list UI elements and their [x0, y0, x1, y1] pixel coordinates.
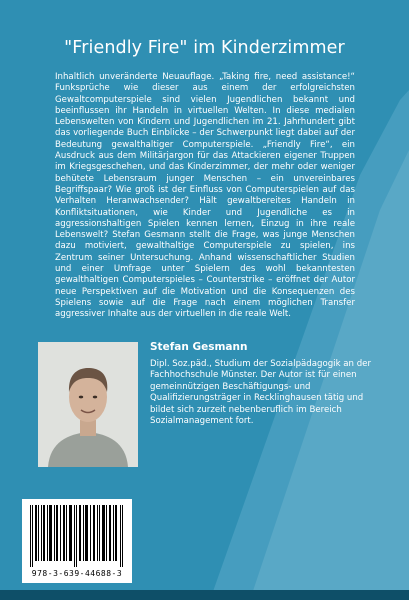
barcode-bars — [28, 505, 126, 567]
bottom-band — [0, 590, 409, 600]
barcode — [22, 499, 132, 583]
book-title: "Friendly Fire" im Kinderzimmer — [64, 38, 345, 58]
author-photo — [38, 342, 138, 467]
author-name: Stefan Gesmann — [150, 341, 248, 353]
author-bio: Dipl. Soz.päd., Studium der Sozialpädagogik an der Fachhochschule Münster. Der Autor ist für einen gemeinnützigen Beschäftigungs- und Qualifizierungsträger in Recklinghausen tätig und bildet sich zurzeit nebenberuflich im Bereich Sozialmanagement fort. — [150, 359, 371, 427]
book-description: Inhaltlich unveränderte Neuauflage. „Taking fire, need assistance!“ Funksprüche wie dieser aus einem der erfolgreichsten Gewaltcomputerspiele sind vielen Jugendlichen bekannt und beeinflussen ihr Handeln in virtuellen Welten. In diese medialen Lebenswelten von Kindern und Jugendlichen im 21. Jahrhundert gibt das vorliegende Buch Einblicke – der Schwerpunkt liegt dabei auf der Bedeutung gewalthaltiger Computerspiele. „Friendly Fire“, ein Ausdruck aus dem Militärjargon für das Attackieren eigener Truppen im Kriegsgeschehen, und das Kinderzimmer, der mehr oder weniger behütete Lebensraum junger Menschen – ein unvereinbares Begriffspaar? Wie groß ist der Einfluss von Computerspielen auf das Verhalten Heranwachsender? Hält gewaltbereites Handeln in Konfliktsituationen, wie Kinder und Jugendliche es in aggressionshaltigen Spielen kennen lernen, Einzug in ihre reale Lebenswelt? Stefan Gesmann stellt die Frage, was junge Menschen dazu motiviert, gewalthaltige Computerspiele zu spielen, ins Zentrum seiner Untersuchung. Anhand wissenschaftlicher Studien und einer Umfrage unter Spielern des wohl bekanntesten gewalthaltigen Computerspieles – Counterstrike – eröffnet der Autor neue Perspektiven auf die Motivation und die Konsequenzen des Spielens sowie auf die Frage nach einem möglichen Transfer aggressiver Inhalte aus der virtuellen in die reale Welt. — [55, 72, 355, 320]
isbn-number: 978-3-639-44688-3 — [31, 569, 123, 578]
